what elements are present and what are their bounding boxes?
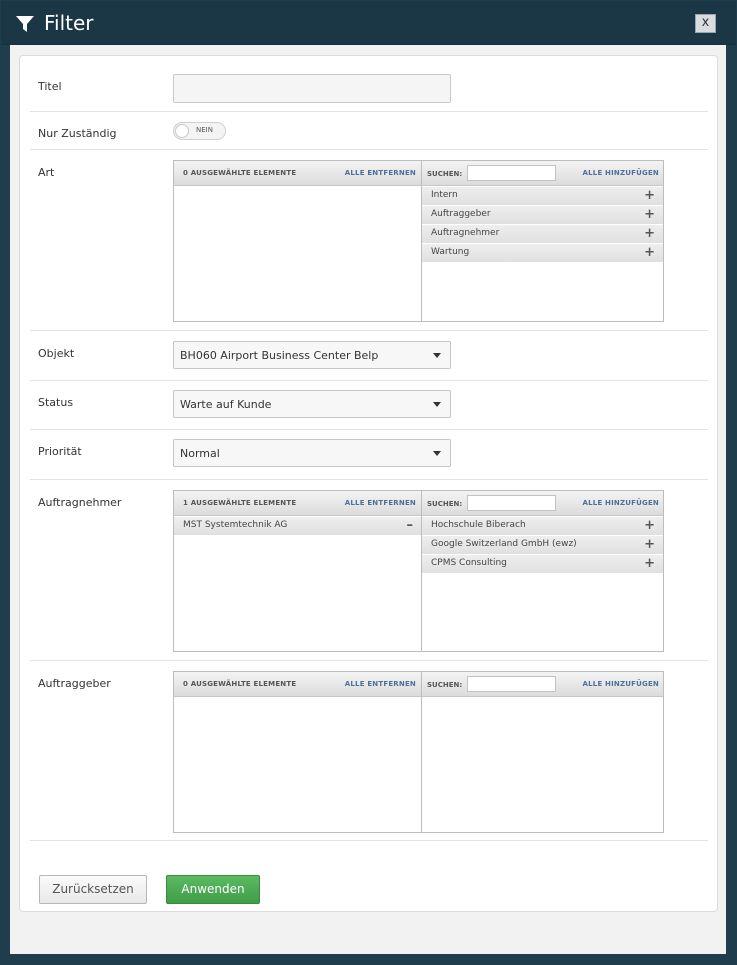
art-search-input[interactable] xyxy=(467,165,556,181)
filter-icon xyxy=(15,15,35,33)
prioritaet-label: Priorität xyxy=(38,445,82,458)
list-item[interactable] xyxy=(422,244,663,262)
chevron-down-icon xyxy=(433,402,441,407)
auftragnehmer-add-all-link[interactable]: ALLE HINZUFÜGEN xyxy=(582,499,659,507)
art-selected-header xyxy=(174,161,421,186)
auftragnehmer-available-list xyxy=(422,517,663,574)
filter-dialog xyxy=(1,1,736,964)
list-item[interactable] xyxy=(422,225,663,243)
list-item[interactable] xyxy=(174,517,421,535)
item-label: MST Systemtechnik AG xyxy=(183,520,288,530)
auftraggeber-selected-header xyxy=(174,672,421,697)
auftraggeber-search-input[interactable] xyxy=(467,676,556,692)
list-item[interactable] xyxy=(422,555,663,573)
dialog-titlebar xyxy=(1,1,736,45)
item-label: Intern xyxy=(431,190,458,200)
row-art xyxy=(30,150,708,331)
art-available-header xyxy=(422,161,663,186)
auftraggeber-multiselect xyxy=(173,671,664,833)
auftragnehmer-multiselect xyxy=(173,490,664,652)
art-label: Art xyxy=(38,166,55,179)
list-item[interactable] xyxy=(422,187,663,205)
status-value: Warte auf Kunde xyxy=(180,398,272,411)
status-select[interactable] xyxy=(173,390,451,418)
row-status xyxy=(30,381,708,430)
auftragnehmer-selected-list xyxy=(174,517,421,536)
plus-icon: + xyxy=(644,188,655,203)
art-available-list xyxy=(422,187,663,263)
apply-button[interactable]: Anwenden xyxy=(166,875,260,904)
filter-form xyxy=(19,55,718,912)
plus-icon: + xyxy=(644,537,655,552)
list-item[interactable] xyxy=(422,206,663,224)
chevron-down-icon xyxy=(433,451,441,456)
dialog-body xyxy=(10,45,726,954)
item-label: Google Switzerland GmbH (ewz) xyxy=(431,539,577,549)
art-available-panel xyxy=(422,161,663,321)
close-button[interactable] xyxy=(695,14,716,33)
reset-button[interactable]: Zurücksetzen xyxy=(39,875,147,904)
art-search-label: SUCHEN: xyxy=(427,170,463,178)
item-label: Auftraggeber xyxy=(431,209,491,219)
chevron-down-icon xyxy=(433,353,441,358)
auftragnehmer-label: Auftragnehmer xyxy=(38,496,122,509)
art-add-all-link[interactable]: ALLE HINZUFÜGEN xyxy=(582,169,659,177)
close-icon: x xyxy=(701,15,710,30)
auftraggeber-available-panel xyxy=(422,672,663,832)
auftraggeber-label: Auftraggeber xyxy=(38,677,111,690)
auftragnehmer-search-label: SUCHEN: xyxy=(427,500,463,508)
list-item[interactable] xyxy=(422,517,663,535)
row-auftraggeber xyxy=(30,661,708,841)
auftraggeber-add-all-link[interactable]: ALLE HINZUFÜGEN xyxy=(582,680,659,688)
nur-zustaendig-label: Nur Zuständig xyxy=(38,127,117,140)
auftragnehmer-available-panel xyxy=(422,491,663,651)
auftraggeber-selected-count: 0 AUSGEWÄHLTE ELEMENTE xyxy=(183,680,297,688)
auftragnehmer-available-header xyxy=(422,491,663,516)
auftragnehmer-search-input[interactable] xyxy=(467,495,556,511)
objekt-label: Objekt xyxy=(38,347,75,360)
auftraggeber-search-label: SUCHEN: xyxy=(427,681,463,689)
auftraggeber-available-header xyxy=(422,672,663,697)
objekt-select[interactable] xyxy=(173,341,451,369)
item-label: Wartung xyxy=(431,247,470,257)
plus-icon: + xyxy=(644,518,655,533)
item-label: CPMS Consulting xyxy=(431,558,507,568)
item-label: Auftragnehmer xyxy=(431,228,500,238)
auftraggeber-selected-panel xyxy=(174,672,422,832)
art-selected-panel xyxy=(174,161,422,321)
plus-icon: + xyxy=(644,207,655,222)
item-label: Hochschule Biberach xyxy=(431,520,526,530)
toggle-text: NEIN xyxy=(196,126,213,134)
plus-icon: + xyxy=(644,556,655,571)
prioritaet-select[interactable] xyxy=(173,439,451,467)
minus-icon: – xyxy=(406,518,413,533)
auftraggeber-remove-all-link[interactable]: ALLE ENTFERNEN xyxy=(344,680,416,688)
plus-icon: + xyxy=(644,245,655,260)
prioritaet-value: Normal xyxy=(180,447,220,460)
auftragnehmer-remove-all-link[interactable]: ALLE ENTFERNEN xyxy=(344,499,416,507)
auftragnehmer-selected-count: 1 AUSGEWÄHLTE ELEMENTE xyxy=(183,499,297,507)
objekt-value: BH060 Airport Business Center Belp xyxy=(180,349,379,362)
auftragnehmer-selected-panel xyxy=(174,491,422,651)
row-titel xyxy=(30,56,708,112)
row-nur-zustaendig xyxy=(30,112,708,150)
nur-zustaendig-toggle[interactable] xyxy=(173,122,226,140)
row-objekt xyxy=(30,331,708,381)
art-multiselect xyxy=(173,160,664,322)
row-prioritaet xyxy=(30,430,708,480)
auftragnehmer-selected-header xyxy=(174,491,421,516)
toggle-knob xyxy=(175,124,189,138)
status-label: Status xyxy=(38,396,74,409)
plus-icon: + xyxy=(644,226,655,241)
list-item[interactable] xyxy=(422,536,663,554)
titel-label: Titel xyxy=(38,80,62,93)
art-remove-all-link[interactable]: ALLE ENTFERNEN xyxy=(344,169,416,177)
dialog-title: Filter xyxy=(44,11,94,35)
row-auftragnehmer xyxy=(30,480,708,661)
art-selected-count: 0 AUSGEWÄHLTE ELEMENTE xyxy=(183,169,297,177)
titel-input[interactable] xyxy=(173,74,451,103)
